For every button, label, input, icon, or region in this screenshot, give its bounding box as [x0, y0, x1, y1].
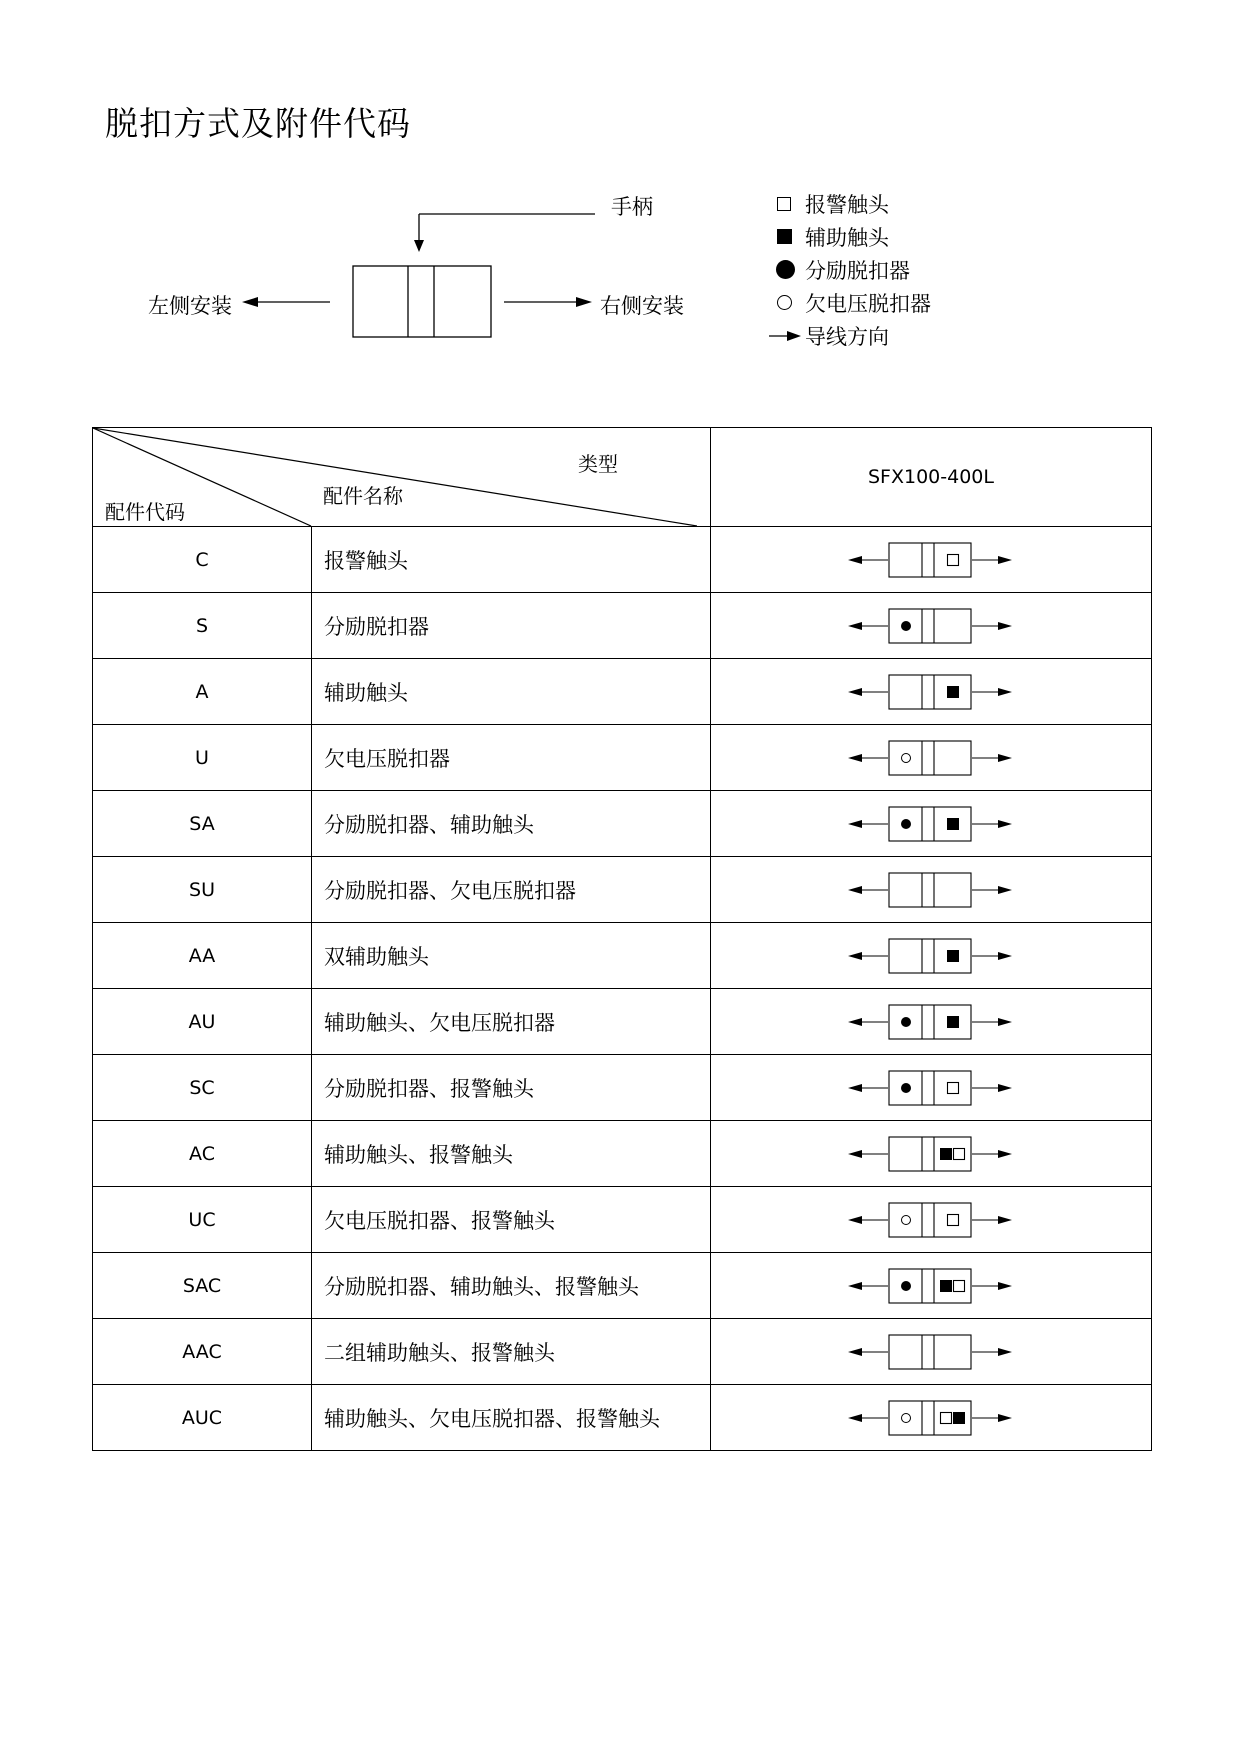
diagram-cell	[711, 1055, 1152, 1121]
breaker-diagram	[846, 1068, 1016, 1108]
code-cell: SU	[93, 857, 312, 923]
name-cell: 欠电压脱扣器、报警触头	[312, 1187, 711, 1253]
open-square-icon	[954, 1148, 965, 1159]
left-arrow-icon	[848, 886, 862, 894]
breaker-diagram	[846, 804, 1016, 844]
right-arrow-icon	[998, 1348, 1012, 1356]
left-arrow-icon	[848, 556, 862, 564]
diagram-cell	[711, 659, 1152, 725]
diagram-cell	[711, 1385, 1152, 1451]
breaker-diagram	[846, 1266, 1016, 1306]
diagonal-header-cell	[93, 428, 711, 527]
breaker-diagram	[846, 1332, 1016, 1372]
open-square-icon	[941, 1412, 952, 1423]
left-arrow-icon	[848, 754, 862, 762]
diagram-cell	[711, 857, 1152, 923]
breaker-body	[889, 1335, 971, 1369]
left-arrow-icon	[848, 1150, 862, 1158]
right-arrow-icon	[576, 297, 592, 307]
legend-label: 导线方向	[805, 324, 889, 349]
right-arrow-icon	[998, 886, 1012, 894]
code-cell: A	[93, 659, 312, 725]
code-cell: C	[93, 527, 312, 593]
name-cell: 报警触头	[312, 527, 711, 593]
breaker-diagram	[846, 738, 1016, 778]
handle-arrow-icon	[414, 240, 424, 252]
diagram-cell	[711, 1121, 1152, 1187]
open-square-icon	[777, 197, 791, 211]
legend-label: 分励脱扣器	[805, 258, 910, 283]
name-cell: 分励脱扣器、报警触头	[312, 1055, 711, 1121]
model-header	[711, 428, 1152, 527]
filled-circle-icon	[901, 1281, 911, 1291]
table-row	[93, 1385, 1152, 1451]
filled-circle-icon	[776, 260, 795, 279]
name-cell: 分励脱扣器、欠电压脱扣器	[312, 857, 711, 923]
diagram-cell	[711, 1253, 1152, 1319]
left-arrow-icon	[848, 1414, 862, 1422]
open-circle-icon	[902, 1215, 911, 1224]
diagram-cell	[711, 725, 1152, 791]
name-cell: 辅助触头	[312, 659, 711, 725]
left-arrow-icon	[848, 1018, 862, 1026]
open-circle-icon	[777, 295, 792, 310]
name-cell: 分励脱扣器、辅助触头	[312, 791, 711, 857]
name-cell: 分励脱扣器	[312, 593, 711, 659]
table-row	[93, 1253, 1152, 1319]
left-arrow-icon	[848, 688, 862, 696]
model-label: SFX100-400L	[868, 466, 994, 488]
name-header: 配件名称	[323, 484, 403, 508]
table-row	[93, 1187, 1152, 1253]
breaker-diagram	[846, 1398, 1016, 1438]
arrow-icon	[769, 330, 803, 342]
legend-item	[775, 220, 931, 253]
code-cell: SAC	[93, 1253, 312, 1319]
name-cell: 分励脱扣器、辅助触头、报警触头	[312, 1253, 711, 1319]
legend-item	[775, 187, 931, 220]
code-cell: AUC	[93, 1385, 312, 1451]
name-cell: 欠电压脱扣器	[312, 725, 711, 791]
right-arrow-icon	[998, 688, 1012, 696]
open-circle-icon	[902, 1413, 911, 1422]
table-row	[93, 791, 1152, 857]
code-cell: AAC	[93, 1319, 312, 1385]
right-install-label: 右侧安装	[600, 294, 684, 318]
left-arrow-icon	[848, 1216, 862, 1224]
table-row	[93, 1055, 1152, 1121]
filled-square-icon	[940, 1280, 952, 1292]
open-square-icon	[954, 1280, 965, 1291]
table-row	[93, 1121, 1152, 1187]
code-cell: AU	[93, 989, 312, 1055]
table-row	[93, 989, 1152, 1055]
right-arrow-icon	[998, 952, 1012, 960]
table-header-row	[93, 428, 1152, 527]
breaker-body	[889, 873, 971, 907]
filled-circle-icon	[901, 1017, 911, 1027]
left-arrow-icon	[848, 1282, 862, 1290]
open-square-icon	[948, 554, 959, 565]
diagram-cell	[711, 791, 1152, 857]
breaker-body	[353, 266, 491, 337]
right-arrow-icon	[998, 1216, 1012, 1224]
open-square-icon	[948, 1082, 959, 1093]
right-arrow-icon	[998, 1084, 1012, 1092]
table-row	[93, 659, 1152, 725]
right-arrow-icon	[998, 754, 1012, 762]
table-row	[93, 725, 1152, 791]
left-arrow-icon	[848, 1348, 862, 1356]
name-cell: 辅助触头、欠电压脱扣器	[312, 989, 711, 1055]
right-arrow-icon	[998, 622, 1012, 630]
breaker-diagram	[846, 606, 1016, 646]
filled-square-icon	[947, 686, 959, 698]
code-cell: AC	[93, 1121, 312, 1187]
legend-label: 欠电压脱扣器	[805, 291, 931, 316]
filled-square-icon	[777, 229, 792, 244]
breaker-diagram	[846, 672, 1016, 712]
code-cell: S	[93, 593, 312, 659]
type-header: 类型	[578, 452, 618, 476]
code-cell: AA	[93, 923, 312, 989]
table-row	[93, 857, 1152, 923]
right-arrow-icon	[998, 556, 1012, 564]
right-arrow-icon	[998, 820, 1012, 828]
left-install-label: 左侧安装	[148, 294, 232, 318]
filled-circle-icon	[901, 819, 911, 829]
breaker-diagram	[846, 1134, 1016, 1174]
diagram-cell	[711, 1187, 1152, 1253]
diagram-cell	[711, 923, 1152, 989]
accessory-table	[92, 427, 1152, 1451]
breaker-diagram	[846, 870, 1016, 910]
right-arrow-icon	[998, 1150, 1012, 1158]
filled-square-icon	[947, 818, 959, 830]
right-arrow-icon	[998, 1282, 1012, 1290]
code-cell: U	[93, 725, 312, 791]
filled-square-icon	[953, 1412, 965, 1424]
legend-label: 辅助触头	[805, 225, 889, 250]
filled-circle-icon	[901, 621, 911, 631]
filled-square-icon	[947, 950, 959, 962]
diagram-cell	[711, 989, 1152, 1055]
open-circle-icon	[902, 753, 911, 762]
name-cell: 双辅助触头	[312, 923, 711, 989]
table-row	[93, 527, 1152, 593]
page-title: 脱扣方式及附件代码	[105, 104, 411, 143]
handle-label: 手柄	[611, 195, 653, 219]
diagram-cell	[711, 593, 1152, 659]
legend-item	[775, 319, 931, 352]
legend-item	[775, 286, 931, 319]
overview-diagram	[0, 0, 1240, 380]
left-arrow-icon	[848, 1084, 862, 1092]
code-cell: SA	[93, 791, 312, 857]
table-row	[93, 923, 1152, 989]
right-arrow-icon	[998, 1414, 1012, 1422]
table-row	[93, 593, 1152, 659]
breaker-diagram	[846, 936, 1016, 976]
breaker-diagram	[846, 1200, 1016, 1240]
right-arrow-icon	[998, 1018, 1012, 1026]
breaker-diagram	[846, 1002, 1016, 1042]
table-row	[93, 1319, 1152, 1385]
name-cell: 二组辅助触头、报警触头	[312, 1319, 711, 1385]
legend	[775, 187, 931, 352]
left-arrow-icon	[848, 622, 862, 630]
legend-label: 报警触头	[805, 192, 889, 217]
code-header: 配件代码	[105, 500, 185, 524]
code-cell: SC	[93, 1055, 312, 1121]
name-cell: 辅助触头、报警触头	[312, 1121, 711, 1187]
name-cell: 辅助触头、欠电压脱扣器、报警触头	[312, 1385, 711, 1451]
filled-square-icon	[947, 1016, 959, 1028]
breaker-diagram	[846, 540, 1016, 580]
filled-circle-icon	[901, 1083, 911, 1093]
left-arrow-icon	[848, 952, 862, 960]
code-cell: UC	[93, 1187, 312, 1253]
left-arrow-icon	[848, 820, 862, 828]
diagram-cell	[711, 527, 1152, 593]
legend-item	[775, 253, 931, 286]
diagram-cell	[711, 1319, 1152, 1385]
filled-square-icon	[940, 1148, 952, 1160]
left-arrow-icon	[242, 297, 258, 307]
open-square-icon	[948, 1214, 959, 1225]
